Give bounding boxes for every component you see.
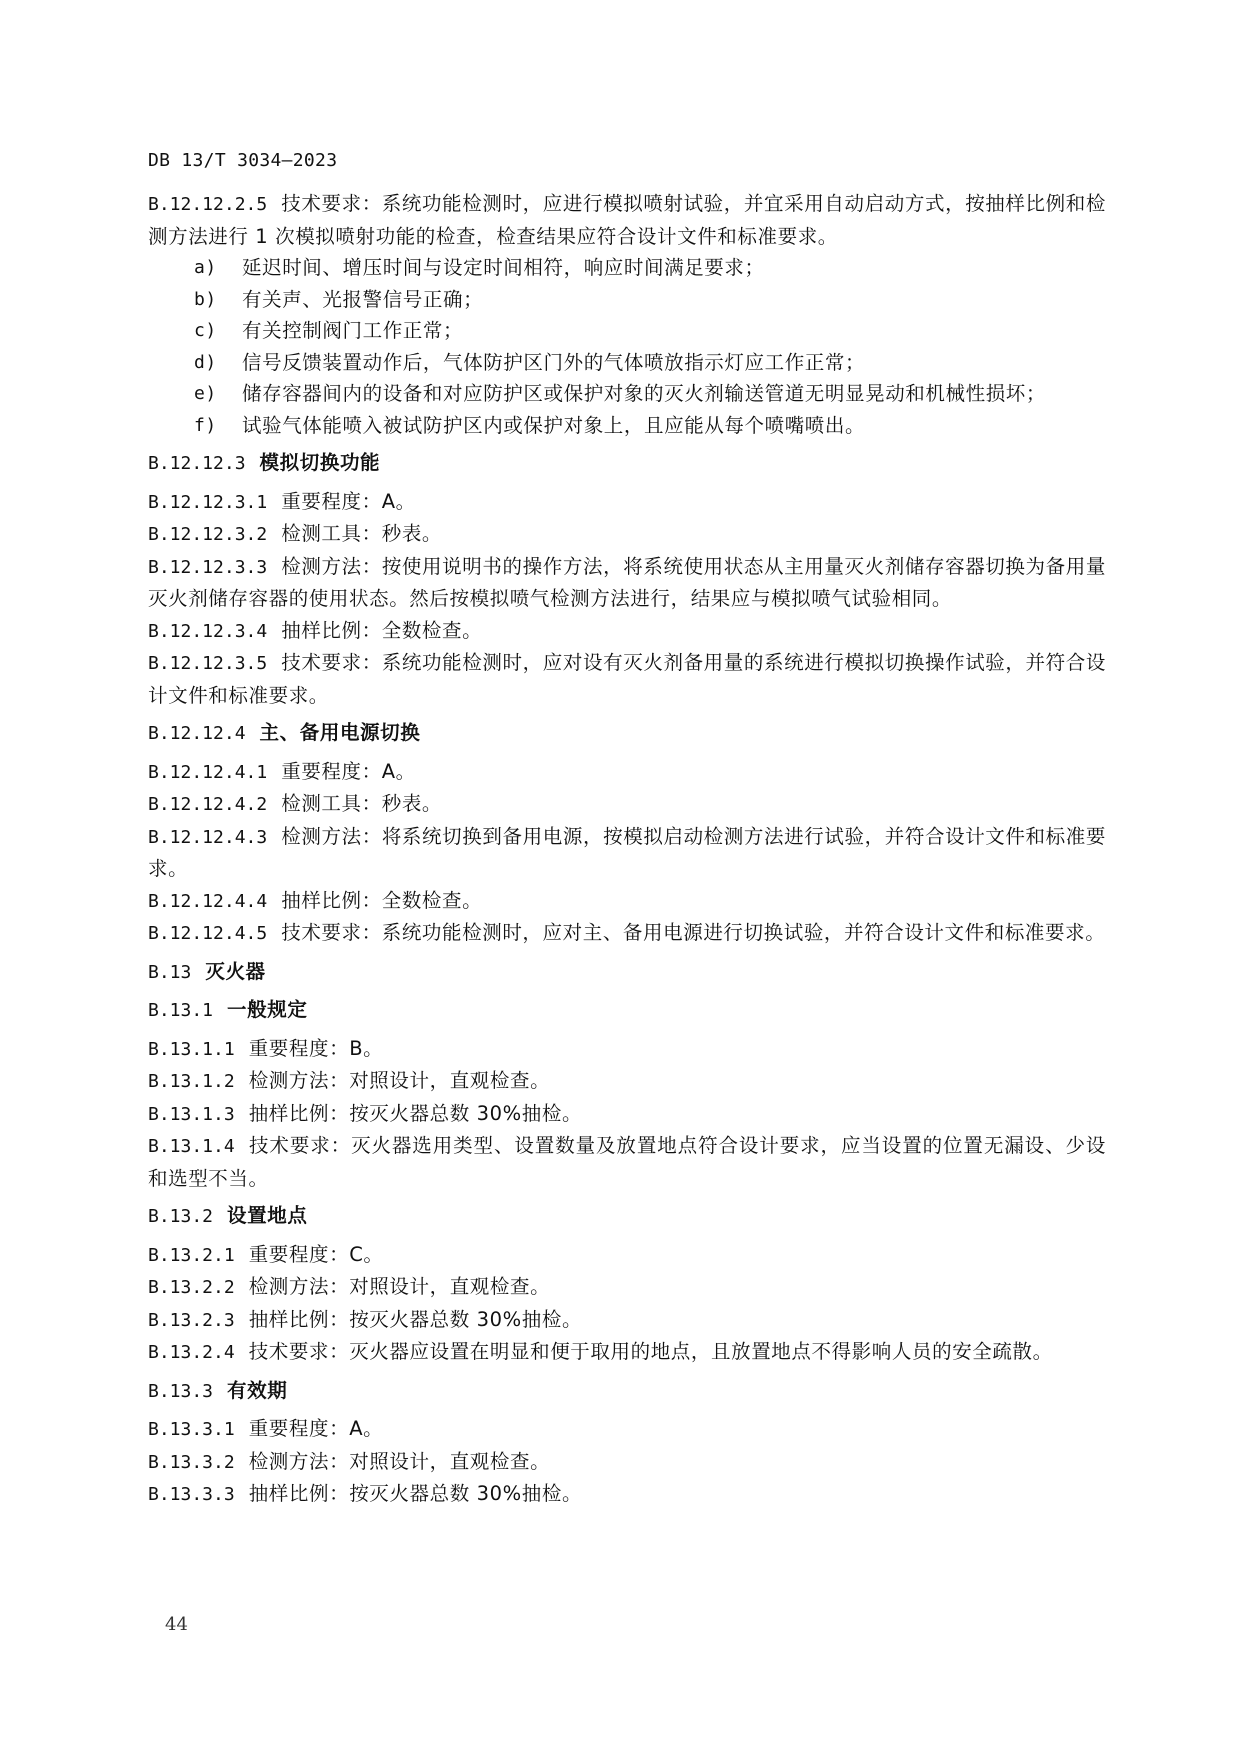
list-item-marker: e) (194, 383, 217, 404)
clause-number: B.13.2 (148, 1206, 214, 1227)
clause-text: 技术要求：灭火器选用类型、设置数量及放置地点符合设计要求，应当设置的位置无漏设、少设和选型不当。 (148, 1134, 1106, 1190)
clause-number: B.13 (148, 961, 192, 983)
clause-number: B.12.12.4.5 (148, 923, 268, 944)
clause-text: 检测方法：对照设计，直观检查。 (248, 1449, 551, 1473)
clause-paragraph (148, 1446, 1106, 1479)
clause-paragraph (148, 1239, 1106, 1272)
clause-text: 重要程度：A。 (248, 1417, 384, 1440)
section-title: 模拟切换功能 (259, 451, 381, 474)
clause-number: B.13.3 (148, 1380, 214, 1402)
clause-paragraph (148, 917, 1106, 950)
clause-number: B.13.1.1 (148, 1038, 235, 1060)
clause-number: B.12.12.4 (148, 723, 246, 744)
clause-paragraph (148, 1065, 1106, 1098)
clause-paragraph (148, 1271, 1106, 1304)
section-title: 有效期 (227, 1378, 288, 1402)
clause-paragraph (148, 188, 1106, 252)
list-item-text: 试验气体能喷入被试防护区内或保护对象上，且应能从每个喷嘴喷出。 (242, 413, 866, 437)
clause-number: B.13.1.4 (148, 1136, 235, 1157)
list-item-text: 储存容器间内的设备和对应防护区或保护对象的灭火剂输送管道无明显晃动和机械性损坏； (242, 382, 1047, 405)
section-title: 灭火器 (205, 959, 266, 983)
section-heading (148, 1200, 1106, 1233)
clause-text: 重要程度：A。 (281, 759, 416, 783)
clause-number: B.12.12.4.1 (148, 761, 268, 783)
clause-number: B.13.3.1 (148, 1419, 235, 1440)
section-heading (148, 994, 1106, 1027)
clause-text: 重要程度：A。 (281, 489, 416, 513)
clause-number: B.12.12.4.4 (148, 890, 268, 912)
clause-number: B.12.12.3 (148, 453, 246, 474)
clause-number: B.13.3.3 (148, 1484, 235, 1505)
list-item-text: 有关控制阀门工作正常； (242, 319, 464, 342)
list-item-text: 信号反馈装置动作后，气体防护区门外的气体喷放指示灯应工作正常； (242, 350, 866, 374)
clause-paragraph (148, 1413, 1106, 1446)
clause-text: 抽样比例：按灭火器总数 30%抽检。 (248, 1482, 583, 1505)
clause-text: 检测方法：对照设计，直观检查。 (248, 1069, 551, 1092)
page-number: 44 (165, 1614, 188, 1635)
clause-paragraph (148, 821, 1106, 885)
clause-text: 检测工具：秒表。 (281, 792, 443, 815)
clause-number: B.12.12.3.5 (148, 653, 268, 674)
clause-paragraph (148, 615, 1106, 648)
section-heading (148, 717, 1106, 750)
clause-text: 抽样比例：按灭火器总数 30%抽检。 (248, 1101, 583, 1125)
list-item-marker: b) (194, 288, 217, 310)
list-item (148, 315, 1106, 347)
list-item (148, 347, 1106, 379)
clause-number: B.12.12.4.2 (148, 794, 268, 815)
clause-paragraph (148, 551, 1106, 615)
document-header: DB 13/T 3034—2023 (148, 150, 338, 171)
clause-paragraph (148, 1478, 1106, 1511)
section-heading (148, 447, 1106, 480)
clause-number: B.12.12.3.4 (148, 620, 268, 642)
clause-paragraph (148, 788, 1106, 821)
clause-number: B.13.2.4 (148, 1342, 235, 1363)
clause-paragraph (148, 1098, 1106, 1131)
clause-number: B.13.3.2 (148, 1451, 235, 1473)
list-item (148, 378, 1106, 410)
clause-text: 检测方法：将系统切换到备用电源，按模拟启动检测方法进行试验，并符合设计文件和标准要求。 (148, 824, 1106, 880)
document-body (148, 188, 1106, 1511)
clause-text: 重要程度：B。 (248, 1036, 384, 1060)
list-item-text: 有关声、光报警信号正确； (242, 287, 484, 311)
list-item (148, 284, 1106, 316)
clause-text: 技术要求：灭火器应设置在明显和便于取用的地点，且放置地点不得影响人员的安全疏散。 (248, 1340, 1053, 1363)
clause-number: B.13.1.3 (148, 1103, 235, 1125)
clause-text: 技术要求：系统功能检测时，应对主、备用电源进行切换试验，并符合设计文件和标准要求。 (281, 921, 1106, 944)
clause-number: B.13.2.3 (148, 1309, 235, 1331)
clause-paragraph (148, 518, 1106, 551)
clause-paragraph (148, 486, 1106, 519)
list-item-text: 延迟时间、增压时间与设定时间相符，响应时间满足要求； (242, 256, 765, 279)
clause-paragraph (148, 1130, 1106, 1194)
list-item-marker: f) (194, 414, 217, 436)
clause-paragraph (148, 756, 1106, 789)
section-title: 一般规定 (227, 998, 308, 1021)
section-title: 主、备用电源切换 (259, 721, 421, 744)
list-item-marker: c) (194, 320, 217, 341)
clause-number: B.13.2.2 (148, 1277, 235, 1298)
section-heading (148, 1375, 1106, 1408)
clause-paragraph (148, 647, 1106, 711)
clause-text: 检测方法：对照设计，直观检查。 (248, 1275, 551, 1298)
clause-number: B.12.12.3.1 (148, 491, 268, 513)
clause-paragraph (148, 1033, 1106, 1066)
clause-text: 检测方法：按使用说明书的操作方法，将系统使用状态从主用量灭火剂储存容器切换为备用量灭火剂储存容器的使用状态。然后按模拟喷气检测方法进行，结果应与模拟喷气试验相同。 (148, 554, 1106, 610)
clause-paragraph (148, 1304, 1106, 1337)
clause-number: B.12.12.3.2 (148, 524, 268, 545)
list-item-marker: a) (194, 257, 217, 278)
clause-text: 抽样比例：全数检查。 (281, 888, 483, 912)
list-item (148, 252, 1106, 284)
clause-number: B.13.1.2 (148, 1071, 235, 1092)
clause-number: B.13.1 (148, 1000, 214, 1021)
clause-text: 检测工具：秒表。 (281, 522, 443, 545)
clause-text: 技术要求：系统功能检测时，应进行模拟喷射试验，并宜采用自动启动方式，按抽样比例和检测方法进行 1 次模拟喷射功能的检查，检查结果应符合设计文件和标准要求。 (148, 192, 1106, 248)
section-heading (148, 956, 1106, 989)
clause-number: B.13.2.1 (148, 1244, 235, 1266)
clause-paragraph (148, 885, 1106, 918)
clause-paragraph (148, 1336, 1106, 1369)
section-title: 设置地点 (227, 1204, 308, 1227)
clause-text: 重要程度：C。 (248, 1242, 384, 1266)
clause-number: B.12.12.3.3 (148, 556, 268, 578)
list-item (148, 410, 1106, 442)
list-item-marker: d) (194, 351, 217, 373)
clause-text: 抽样比例：全数检查。 (281, 618, 483, 642)
clause-number: B.12.12.2.5 (148, 194, 268, 215)
clause-text: 技术要求：系统功能检测时，应对设有灭火剂备用量的系统进行模拟切换操作试验，并符合设计文件和标准要求。 (148, 651, 1106, 707)
clause-number: B.12.12.4.3 (148, 826, 268, 848)
clause-text: 抽样比例：按灭火器总数 30%抽检。 (248, 1307, 583, 1331)
